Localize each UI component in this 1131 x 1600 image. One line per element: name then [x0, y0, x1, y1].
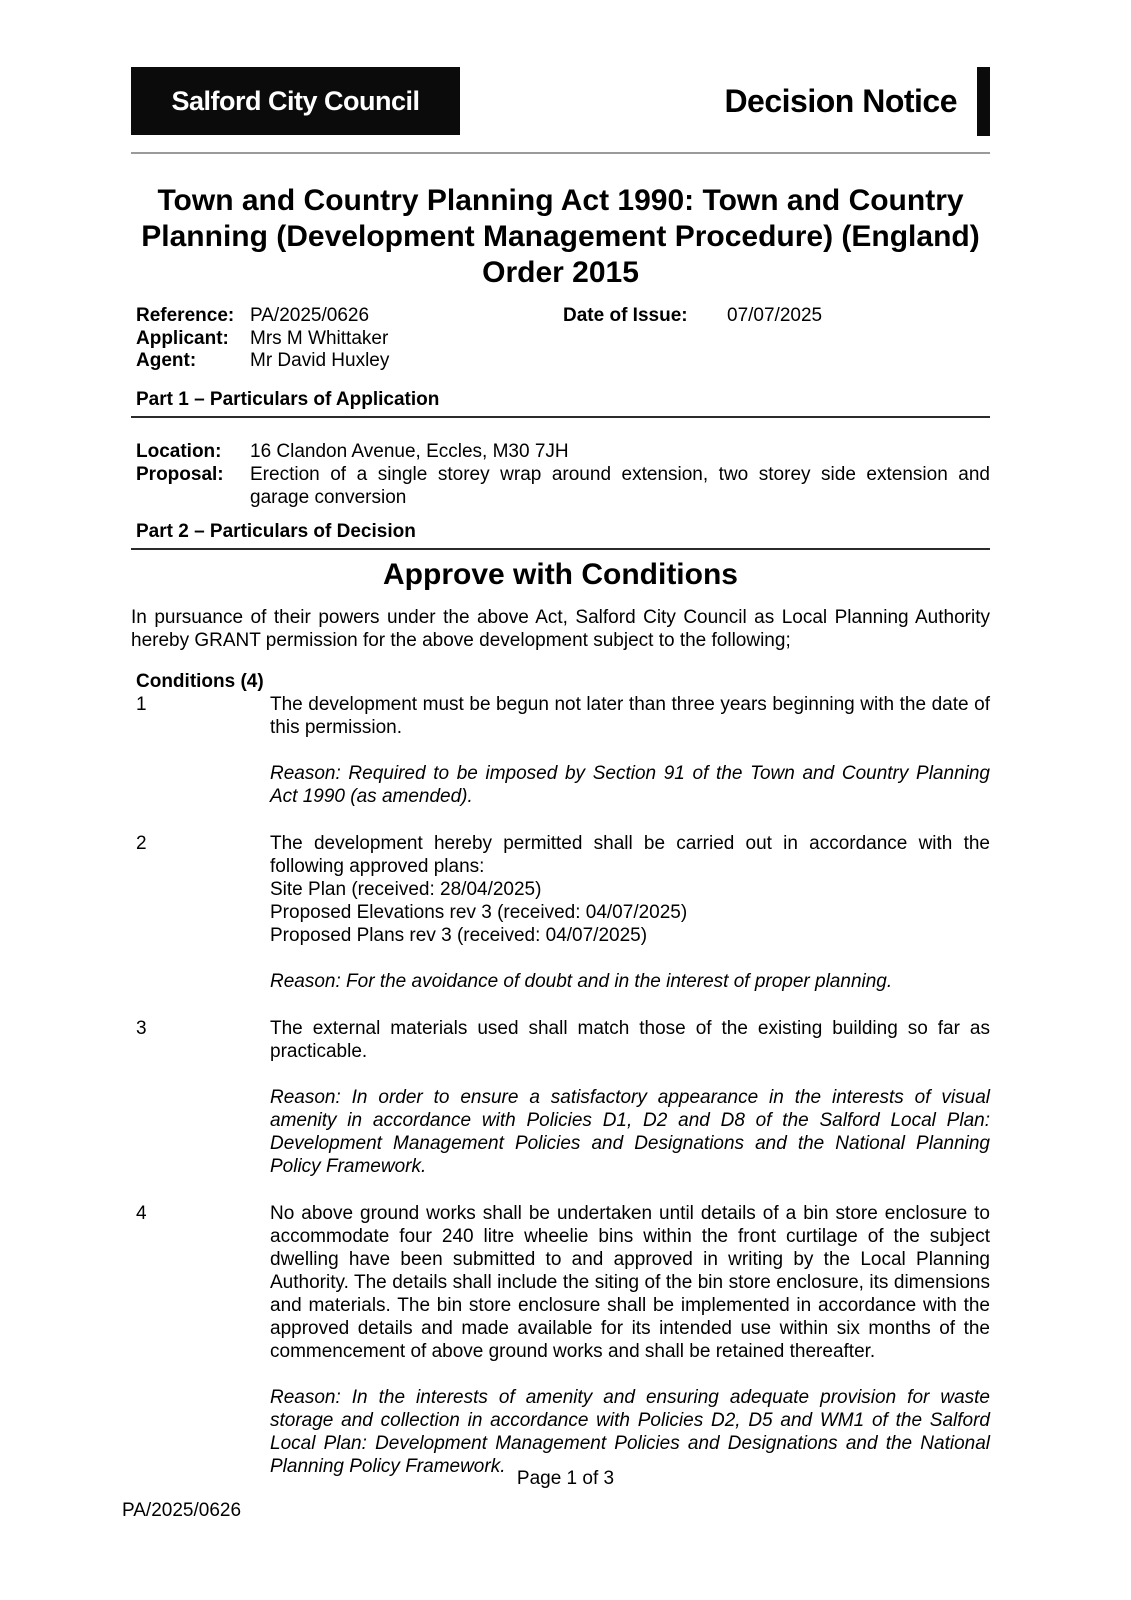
- footer-reference: PA/2025/0626: [122, 1500, 242, 1521]
- date-of-issue-label: Date of Issue:: [563, 305, 688, 326]
- reference-value: PA/2025/0626: [250, 305, 370, 326]
- page-number: Page 1 of 3: [516, 1468, 615, 1489]
- applicant-label: Applicant:: [136, 327, 229, 349]
- condition-item-2: [131, 832, 990, 993]
- conditions-list: [131, 693, 990, 1478]
- proposal-value: Erection of a single storey wrap around extension, two storey side extension and garage conversion: [250, 463, 990, 508]
- condition-text: The development hereby permitted shall be carried out in accordance with the following approved plans:: [270, 832, 990, 877]
- location-value: 16 Clandon Avenue, Eccles, M30 7JH: [250, 440, 569, 462]
- reference-row: [131, 305, 990, 328]
- location-proposal-block: [131, 440, 990, 509]
- condition-reason: Reason: In the interests of amenity and ensuring adequate provision for waste storage and collection in accordance with Policies D2, D5 and WM1 of the Salford Local Plan: Development Management Policies and Designations and the National Planning Policy Framework.: [270, 1386, 990, 1477]
- condition-reason: Reason: Required to be imposed by Section 91 of the Town and Country Planning Act 1990 (as amended).: [270, 762, 990, 807]
- proposal-label: Proposal:: [136, 463, 224, 485]
- condition-text: The development must be begun not later than three years beginning with the date of this permission.: [270, 693, 990, 738]
- notice-bar-decoration: [977, 67, 990, 136]
- approved-plan: Proposed Plans rev 3 (received: 04/07/2025): [270, 924, 648, 946]
- date-of-issue-value: 07/07/2025: [727, 305, 823, 326]
- condition-number: 2: [136, 832, 147, 854]
- header-divider: [131, 152, 990, 154]
- agent-value: Mr David Huxley: [250, 350, 390, 371]
- part2-heading: Part 2 – Particulars of Decision: [131, 521, 990, 550]
- conditions-heading: Conditions (4): [136, 670, 264, 692]
- page-header: [131, 67, 990, 135]
- part1-heading: Part 1 – Particulars of Application: [131, 389, 990, 418]
- condition-number: 4: [136, 1202, 147, 1224]
- condition-text: No above ground works shall be undertaken until details of a bin store enclosure to accommodate four 240 litre wheelie bins within the front curtilage of the subject dwelling have been submitted to and approved in writing by the Local Planning Authority. The details shall include the siting of the bin store enclosure, its dimensions and materials. The bin store enclosure shall be implemented in accordance with the approved details and made available for its intended use within six months of the commencement of above ground works and shall be retained thereafter.: [270, 1202, 990, 1362]
- applicant-value: Mrs M Whittaker: [250, 327, 389, 349]
- condition-number: 3: [136, 1017, 147, 1039]
- decision-outcome: Approve with Conditions: [383, 557, 738, 591]
- date-of-issue-row: [563, 305, 822, 328]
- condition-item-3: [131, 1017, 990, 1178]
- approved-plan: Proposed Elevations rev 3 (received: 04/07/2025): [270, 901, 688, 923]
- agent-row: [131, 350, 990, 373]
- condition-number: 1: [136, 693, 147, 715]
- agent-label: Agent:: [136, 350, 197, 371]
- condition-item-4: [131, 1202, 990, 1478]
- condition-reason: Reason: In order to ensure a satisfactory appearance in the interests of visual amenity in accordance with Policies D1, D2 and D8 of the Salford Local Plan: Development Management Policies and Designations and the National Planning Policy Framework.: [270, 1086, 990, 1177]
- council-logo: [131, 67, 460, 135]
- location-row: [131, 440, 990, 463]
- notice-title: Decision Notice: [724, 82, 957, 119]
- approved-plan: Site Plan (received: 28/04/2025): [270, 878, 542, 900]
- condition-text: The external materials used shall match those of the existing building so far as practicable.: [270, 1017, 990, 1062]
- approved-plans-list: [270, 878, 990, 947]
- council-logo-text: Salford City Council: [171, 85, 420, 116]
- grant-statement: In pursuance of their powers under the above Act, Salford City Council as Local Planning Authority hereby GRANT permission for the above development subject to the following;: [131, 606, 990, 651]
- document-title: Town and Country Planning Act 1990: Town and Country Planning (Development Management Procedure) (England) Order 2015: [141, 184, 980, 289]
- notice-title-group: [724, 67, 990, 135]
- reference-label: Reference:: [136, 305, 235, 326]
- application-meta: [131, 305, 990, 373]
- condition-item-1: [131, 693, 990, 808]
- condition-reason: Reason: For the avoidance of doubt and in the interest of proper planning.: [270, 970, 893, 992]
- location-label: Location:: [136, 440, 222, 462]
- applicant-row: [131, 328, 990, 351]
- proposal-row: [131, 463, 990, 509]
